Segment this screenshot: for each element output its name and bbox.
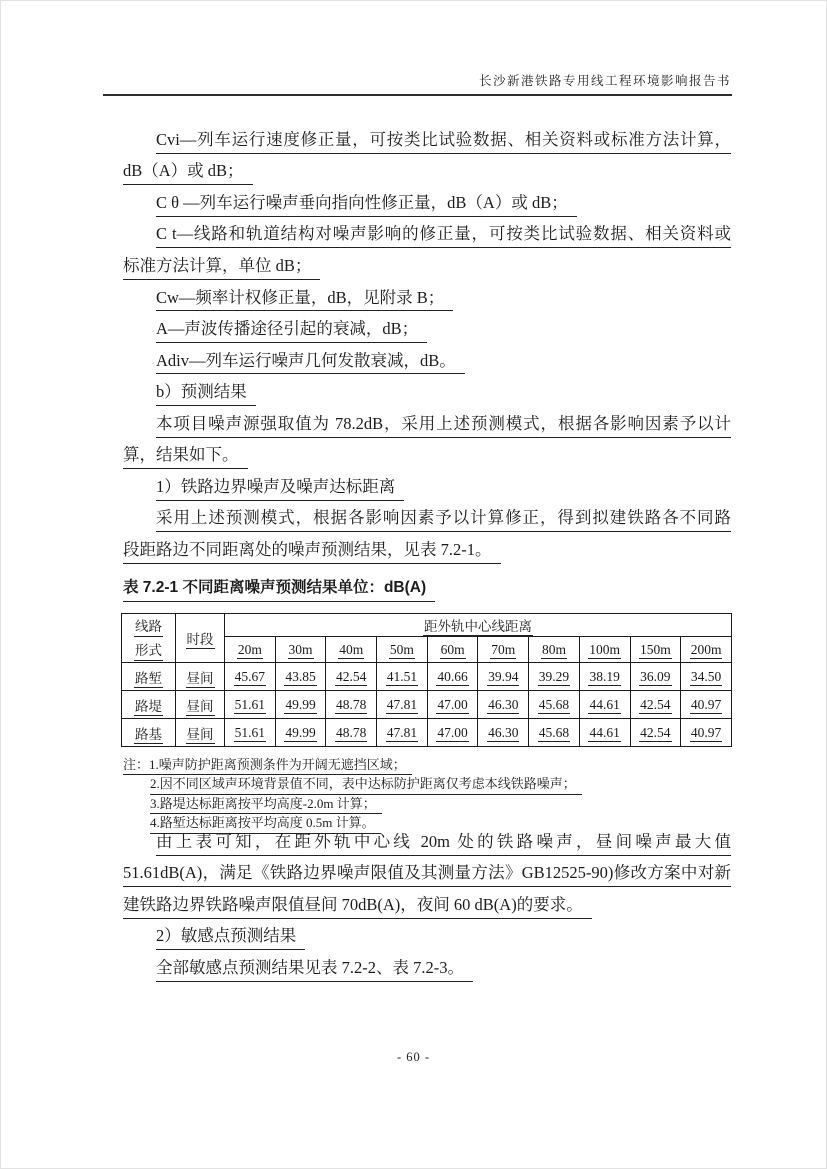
cell-value: 48.78 — [326, 691, 377, 719]
paragraph-text: 算，结果如下。 — [123, 444, 248, 469]
table-caption-text: 表 7.2-1 不同距离噪声预测结果单位：dB(A) — [123, 578, 435, 602]
cell-value: 46.30 — [478, 719, 529, 747]
paragraph-text: 1）铁路边界噪声及噪声达标距离 — [156, 476, 404, 501]
paragraph-line — [123, 858, 731, 890]
header-distance: 60m — [427, 637, 478, 663]
cell-value: 40.97 — [681, 719, 732, 747]
header-distance: 200m — [681, 637, 732, 663]
cell-form: 路基 — [122, 719, 176, 747]
table-row — [122, 691, 732, 719]
cell-value: 41.51 — [377, 663, 428, 691]
cell-value: 47.81 — [377, 719, 428, 747]
header-rule — [103, 94, 732, 96]
header-distance: 150m — [630, 637, 681, 663]
paragraph-line — [123, 187, 731, 219]
note-3: 3.路堤达标距离按平均高度-2.0m 计算； — [150, 796, 382, 814]
paragraph-text: A—声波传播途径引起的衰减，dB； — [156, 318, 427, 343]
table-row — [122, 663, 732, 691]
paragraph-line — [123, 408, 731, 440]
running-header: 长沙新港铁路专用线工程环境影响报告书 — [478, 74, 731, 88]
paragraph-line — [123, 282, 731, 314]
page-number: - 60 - — [396, 1050, 431, 1064]
note-1: 1.噪声防护距离预测条件为开阔无遮挡区域； — [149, 756, 406, 772]
cell-value: 36.09 — [630, 663, 681, 691]
paragraph-text: 建铁路边界铁路噪声限值昼间 70dB(A)，夜间 60 dB(A)的要求。 — [123, 894, 592, 919]
header-distance: 50m — [377, 637, 428, 663]
paragraph-line — [123, 156, 731, 188]
paragraph-line — [123, 952, 731, 984]
paragraph-text: 全部敏感点预测结果见表 7.2-2、表 7.2-3。 — [156, 957, 473, 982]
cell-value: 47.00 — [427, 691, 478, 719]
cell-value: 38.19 — [579, 663, 630, 691]
header-distance: 20m — [225, 637, 276, 663]
cell-value: 47.81 — [377, 691, 428, 719]
cell-value: 40.97 — [681, 691, 732, 719]
cell-value: 46.30 — [478, 691, 529, 719]
paragraph-text: 标准方法计算，单位 dB； — [123, 255, 320, 280]
cell-value: 44.61 — [579, 719, 630, 747]
paragraph-line — [123, 250, 731, 282]
cell-value: 42.54 — [326, 663, 377, 691]
cell-value: 43.85 — [275, 663, 326, 691]
cell-value: 34.50 — [681, 663, 732, 691]
paragraph-line — [123, 826, 731, 858]
paragraph-line — [123, 219, 731, 251]
paragraph-text: Adiv—列车运行噪声几何发散衰减，dB。 — [156, 350, 465, 375]
note-2: 2.因不同区域声环境背景值不同，表中达标防护距离仅考虑本线铁路噪声； — [150, 776, 582, 794]
header-period: 时段 — [176, 614, 225, 663]
cell-value: 49.99 — [275, 719, 326, 747]
header-distance-span: 距外轨中心线距离 — [225, 614, 732, 637]
paragraph-line — [123, 889, 731, 921]
paragraph-line — [123, 124, 731, 156]
header-distance: 30m — [275, 637, 326, 663]
section-heading-b — [123, 376, 731, 408]
body-text-block-bottom — [123, 826, 731, 984]
note-line — [123, 755, 731, 775]
cell-value: 48.78 — [326, 719, 377, 747]
header-distance: 70m — [478, 637, 529, 663]
paragraph-text: 本项目噪声源强取值为 78.2dB，采用上述预测模式，根据各影响因素予以计 — [156, 413, 731, 438]
paragraph-text: 段距路边不同距离处的噪声预测结果，见表 7.2-1。 — [123, 539, 501, 564]
header-distance: 40m — [326, 637, 377, 663]
note-line — [123, 775, 731, 795]
cell-value: 47.00 — [427, 719, 478, 747]
header-distance: 80m — [529, 637, 580, 663]
cell-value: 39.94 — [478, 663, 529, 691]
cell-value: 42.54 — [630, 719, 681, 747]
paragraph-text: 由上表可知，在距外轨中心线 20m 处的铁路噪声，昼间噪声最大值 — [156, 831, 731, 856]
cell-value: 39.29 — [529, 663, 580, 691]
cell-value: 40.66 — [427, 663, 478, 691]
cell-value: 42.54 — [630, 691, 681, 719]
cell-value: 51.61 — [225, 719, 276, 747]
cell-value: 45.68 — [529, 691, 580, 719]
cell-period: 昼间 — [176, 663, 225, 691]
paragraph-text: Cw—频率计权修正量，dB，见附录 B； — [156, 287, 453, 312]
paragraph-text: 2）敏感点预测结果 — [156, 925, 305, 950]
note-label: 注： — [123, 756, 150, 772]
paragraph-text: Cvi—列车运行速度修正量，可按类比试验数据、相关资料或标准方法计算， — [156, 129, 731, 154]
cell-value: 51.61 — [225, 691, 276, 719]
note-text — [123, 757, 412, 775]
paragraph-line — [123, 439, 731, 471]
header-line-form — [122, 614, 176, 663]
body-text-block-top — [123, 124, 731, 566]
cell-value: 49.99 — [275, 691, 326, 719]
table-header-row-1 — [122, 614, 732, 637]
note-line — [123, 794, 731, 814]
header-line-form-text-2: 形式 — [134, 639, 163, 661]
paragraph-line — [123, 313, 731, 345]
paragraph-line — [123, 345, 731, 377]
table-caption — [123, 574, 731, 605]
paragraph-text: b）预测结果 — [156, 381, 256, 406]
header-distance: 100m — [579, 637, 630, 663]
paragraph-text: dB（A）或 dB； — [123, 160, 253, 185]
cell-period: 昼间 — [176, 691, 225, 719]
cell-form: 路堤 — [122, 691, 176, 719]
note-4: 4.路堑达标距离按平均高度 0.5m 计算。 — [150, 815, 381, 833]
cell-value: 45.68 — [529, 719, 580, 747]
table-row — [122, 719, 732, 747]
paragraph-line — [123, 534, 731, 566]
paragraph-text: 采用上述预测模式，根据各影响因素予以计算修正，得到拟建铁路各不同路 — [156, 507, 731, 532]
paragraph-text: C t—线路和轨道结构对噪声影响的修正量，可按类比试验数据、相关资料或 — [156, 223, 731, 248]
paragraph-text: 51.61dB(A)，满足《铁路边界噪声限值及其测量方法》GB12525-90)修改方案中对新 — [123, 862, 731, 887]
cell-form: 路堑 — [122, 663, 176, 691]
header-line-form-text-1: 线路 — [134, 615, 163, 637]
paragraph-text: C θ —列车运行噪声垂向指向性修正量，dB（A）或 dB； — [156, 192, 577, 217]
section-heading-1 — [123, 471, 731, 503]
cell-value: 45.67 — [225, 663, 276, 691]
cell-value: 44.61 — [579, 691, 630, 719]
table-notes — [123, 755, 731, 833]
paragraph-line — [123, 503, 731, 535]
cell-period: 昼间 — [176, 719, 225, 747]
noise-prediction-table — [121, 613, 732, 747]
section-heading-2 — [123, 921, 731, 953]
